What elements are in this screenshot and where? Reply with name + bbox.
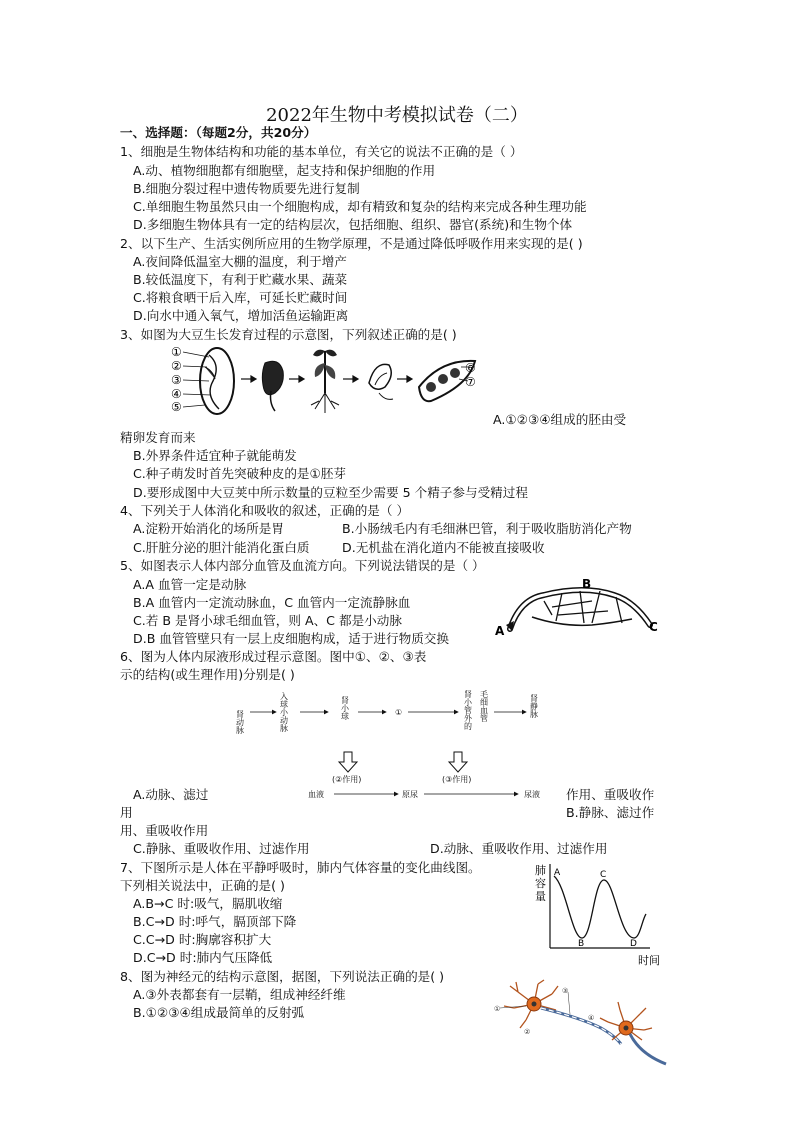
vessel-label-a: A bbox=[495, 624, 505, 638]
neuron-label-4: ④ bbox=[588, 1014, 595, 1022]
q8-option-b: B.①②③④组成最简单的反射弧 bbox=[133, 1005, 305, 1020]
section-heading: 一、选择题：（每题2分，共20分） bbox=[120, 125, 317, 140]
q3-option-d: D.要形成图中大豆荚中所示数量的豆粒至少需要 5 个精子参与受精过程 bbox=[133, 485, 528, 500]
q7-stem: 7、下图所示是人体在平静呼吸时，肺内气体容量的变化曲线图。 bbox=[120, 860, 481, 875]
q2-option-a: A.夜间降低温室大棚的温度，利于增产 bbox=[133, 254, 347, 269]
q4-option-d: D.无机盐在消化道内不能被直接吸收 bbox=[342, 540, 545, 555]
node-capillary: 毛细血管 bbox=[479, 690, 489, 722]
soybean-growth-diagram bbox=[165, 343, 485, 417]
lung-volume-chart bbox=[532, 860, 672, 968]
node-peritubular: 肾小管外的 bbox=[463, 690, 473, 730]
seed-label-4: ④ bbox=[171, 387, 182, 401]
vessel-label-b: B bbox=[582, 577, 592, 591]
q6-option-c: C.静脉、重吸收作用、过滤作用 bbox=[133, 841, 310, 856]
q5-option-a: A.A 血管一定是动脉 bbox=[133, 577, 247, 592]
blood-vessel-diagram bbox=[492, 577, 662, 643]
q7-option-b: B.C→D 时:呼气，膈顶部下降 bbox=[133, 914, 297, 929]
q7-stem-line2: 下列相关说法中，正确的是( ) bbox=[120, 878, 285, 893]
chart-ylabel-1: 肺 bbox=[535, 864, 546, 877]
q6-option-a-cont2: 用 bbox=[120, 805, 133, 820]
q3-option-a-part2: 精卵发育而来 bbox=[120, 430, 196, 445]
q3-option-a-part1: A.①②③④组成的胚由受 bbox=[493, 412, 627, 427]
q6-option-a: A.动脉、滤过 bbox=[133, 787, 209, 802]
q4-option-c: C.肝脏分泌的胆汁能消化蛋白质 bbox=[133, 540, 310, 555]
q4-stem: 4、下列关于人体消化和吸收的叙述，正确的是（ ） bbox=[120, 503, 410, 518]
q6-stem-line2: 示的结构(或生理作用)分别是( ) bbox=[120, 667, 295, 682]
point-b: B bbox=[578, 939, 585, 949]
q1-option-b: B.细胞分裂过程中遗传物质要先进行复制 bbox=[133, 181, 360, 196]
seed-label-3: ③ bbox=[171, 373, 182, 387]
q6-stem-line1: 6、图为人体内尿液形成过程示意图。图中①、②、③表 bbox=[120, 649, 427, 664]
seed-label-1: ① bbox=[171, 345, 182, 359]
q1-option-d: D.多细胞生物体具有一定的结构层次，包括细胞、组织、器官(系统)和生物个体 bbox=[133, 217, 573, 232]
q7-option-a: A.B→C 时:吸气，膈肌收缩 bbox=[133, 896, 283, 911]
chart-ylabel-2: 容 bbox=[535, 877, 546, 890]
q8-option-a: A.③外表都套有一层鞘，组成神经纤维 bbox=[133, 987, 346, 1002]
node-1: ① bbox=[395, 708, 403, 717]
q2-option-d: D.向水中通入氧气，增加活鱼运输距离 bbox=[133, 308, 349, 323]
point-c: C bbox=[600, 870, 607, 880]
label-primary-urine: 原尿 bbox=[402, 790, 418, 799]
chart-xlabel: 时间 bbox=[638, 954, 660, 967]
q5-option-c: C.若 B 是肾小球毛细血管，则 A、C 都是小动脉 bbox=[133, 613, 402, 628]
neuron-label-3: ③ bbox=[562, 987, 569, 995]
q6-option-b-cont: 用、重吸收作用 bbox=[120, 823, 209, 838]
q6-option-d: D.动脉、重吸收作用、过滤作用 bbox=[430, 841, 608, 856]
q1-option-a: A.动、植物细胞都有细胞壁，起支持和保护细胞的作用 bbox=[133, 163, 436, 178]
pod-label-6: ⑥ bbox=[465, 361, 476, 375]
label-urine: 尿液 bbox=[524, 790, 540, 799]
q4-option-b: B.小肠绒毛内有毛细淋巴管，利于吸收脂肪消化产物 bbox=[342, 521, 632, 536]
node-afferent-arteriole: 入球小动脉 bbox=[279, 692, 289, 732]
seed-label-5: ⑤ bbox=[171, 400, 182, 414]
q2-option-b: B.较低温度下，有利于贮藏水果、蔬菜 bbox=[133, 272, 348, 287]
node-renal-artery: 肾动脉 bbox=[235, 710, 245, 734]
q6-option-b: B.静脉、滤过作 bbox=[566, 805, 655, 820]
q1-stem: 1、细胞是生物体结构和功能的基本单位，有关它的说法不正确的是（ ） bbox=[120, 144, 523, 159]
chart-ylabel-3: 量 bbox=[535, 890, 546, 903]
q3-option-c: C.种子萌发时首先突破种皮的是①胚芽 bbox=[133, 466, 346, 481]
vessel-label-c: C bbox=[649, 620, 658, 634]
point-a: A bbox=[554, 868, 561, 878]
q1-option-c: C.单细胞生物虽然只由一个细胞构成，却有精致和复杂的结构来完成各种生理功能 bbox=[133, 199, 587, 214]
neuron-label-2: ② bbox=[524, 1028, 531, 1036]
q6-option-a-cont: 作用、重吸收作 bbox=[566, 787, 655, 802]
node-renal-vein: 肾静脉 bbox=[529, 694, 539, 718]
label-blood: 血液 bbox=[308, 790, 324, 799]
q4-option-a: A.淀粉开始消化的场所是胃 bbox=[133, 521, 284, 536]
seed-label-2: ② bbox=[171, 359, 182, 373]
q5-option-b: B.A 血管内一定流动脉血，C 血管内一定流静脉血 bbox=[133, 595, 411, 610]
op-label-2: (②作用) bbox=[332, 775, 362, 784]
point-d: D bbox=[630, 939, 637, 949]
q3-stem: 3、如图为大豆生长发育过程的示意图，下列叙述正确的是( ) bbox=[120, 327, 457, 342]
q5-option-d: D.B 血管管壁只有一层上皮细胞构成，适于进行物质交换 bbox=[133, 631, 449, 646]
pod-label-7: ⑦ bbox=[465, 375, 476, 389]
q2-option-c: C.将粮食晒干后入库，可延长贮藏时间 bbox=[133, 290, 348, 305]
urine-formation-diagram bbox=[228, 684, 558, 806]
page-title: 2022年生物中考模拟试卷（二） bbox=[266, 105, 528, 126]
q7-option-d: D.C→D 时:肺内气压降低 bbox=[133, 950, 273, 965]
q7-option-c: C.C→D 时:胸廓容积扩大 bbox=[133, 932, 272, 947]
neuron-diagram bbox=[490, 978, 668, 1070]
node-glomerulus: 肾小球 bbox=[340, 696, 350, 720]
q2-stem: 2、以下生产、生活实例所应用的生物学原理，不是通过降低呼吸作用来实现的是( ) bbox=[120, 236, 583, 251]
q8-stem: 8、图为神经元的结构示意图，据图，下列说法正确的是( ) bbox=[120, 969, 445, 984]
q3-option-b: B.外界条件适宜种子就能萌发 bbox=[133, 448, 297, 463]
op-label-3: (③作用) bbox=[442, 775, 472, 784]
neuron-label-1: ① bbox=[494, 1005, 501, 1013]
q5-stem: 5、如图表示人体内部分血管及血流方向。下列说法错误的是（ ） bbox=[120, 558, 485, 573]
